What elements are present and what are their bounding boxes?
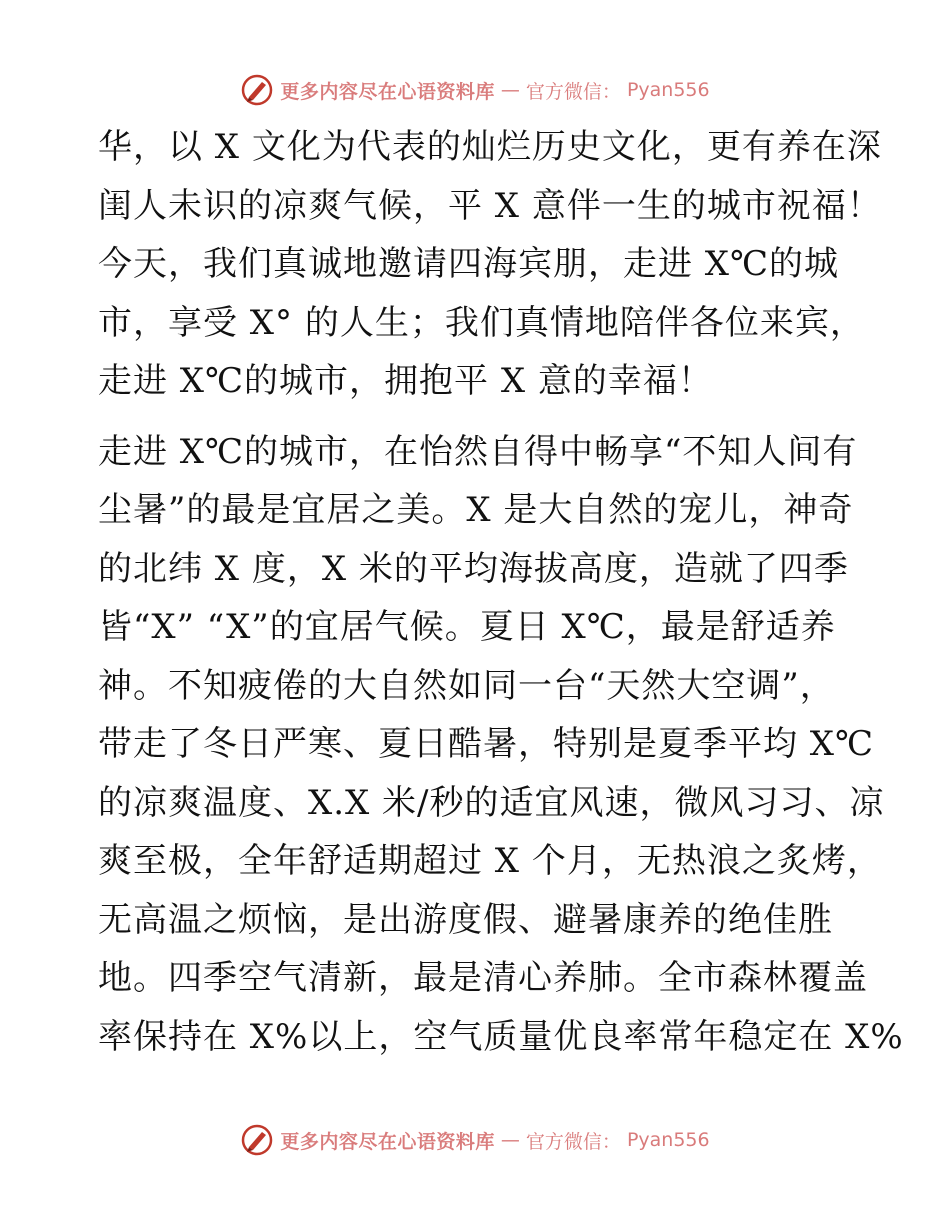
text-line: 华，以 X 文化为代表的灿烂历史文化，更有养在深: [98, 127, 882, 167]
document-body: [98, 118, 904, 1066]
banner-text: 更多内容尽在心语资料库: [280, 80, 495, 103]
text-line: 走进 X℃的城市，拥抱平 X 意的幸福！: [98, 361, 713, 401]
text-line: 皆“X” “X”的宜居气候。夏日 X℃，最是舒适养: [98, 607, 836, 647]
text-line: 爽至极，全年舒适期超过 X 个月，无热浪之炙烤，: [98, 841, 882, 881]
banner-wechat-id: Pyan556: [626, 1129, 710, 1151]
paragraph-gap: [98, 411, 868, 423]
banner-wechat-label: 官方微信：: [525, 80, 621, 103]
text-line: 闺人未识的凉爽气候，平 X 意伴一生的城市祝福！: [98, 185, 882, 226]
paragraph-1: [98, 118, 882, 411]
text-line: 今天，我们真诚地邀请四海宾朋，走进 X℃的城: [98, 244, 840, 284]
banner-text: 更多内容尽在心语资料库: [280, 1130, 495, 1153]
banner-dash: —: [500, 1129, 520, 1151]
banner-dash: —: [500, 79, 520, 101]
footer-watermark-banner: [0, 1120, 950, 1160]
paragraph-2: [98, 423, 904, 1067]
header-watermark-banner: [0, 70, 950, 110]
text-line: 的北纬 X 度，X 米的平均海拔高度，造就了四季: [98, 548, 849, 589]
text-line: 无高温之烦恼，是出游度假、避暑康养的绝佳胜: [98, 899, 833, 940]
text-line: 尘暑”的最是宜居之美。X 是大自然的宠儿，神奇: [98, 490, 854, 530]
text-line: 走进 X℃的城市，在怡然自得中畅享“不知人间有: [98, 431, 858, 472]
text-line: 地。四季空气清新，最是清心养肺。全市森林覆盖: [98, 958, 868, 998]
pen-logo-icon: [240, 73, 274, 107]
pen-logo-icon: [240, 1123, 274, 1157]
banner-wechat-label: 官方微信：: [525, 1130, 621, 1153]
banner-wechat-id: Pyan556: [626, 79, 710, 101]
text-line: 带走了冬日严寒、夏日酷暑，特别是夏季平均 X℃: [98, 724, 875, 764]
text-line: 市，享受 X° 的人生；我们真情地陪伴各位来宾，: [98, 302, 865, 343]
text-line: 神。不知疲倦的大自然如同一台“天然大空调”，: [98, 665, 835, 706]
text-line: 率保持在 X%以上，空气质量优良率常年稳定在 X%: [98, 1016, 904, 1057]
text-line: 的凉爽温度、X.X 米/秒的适宜风速，微风习习、凉: [98, 782, 885, 823]
